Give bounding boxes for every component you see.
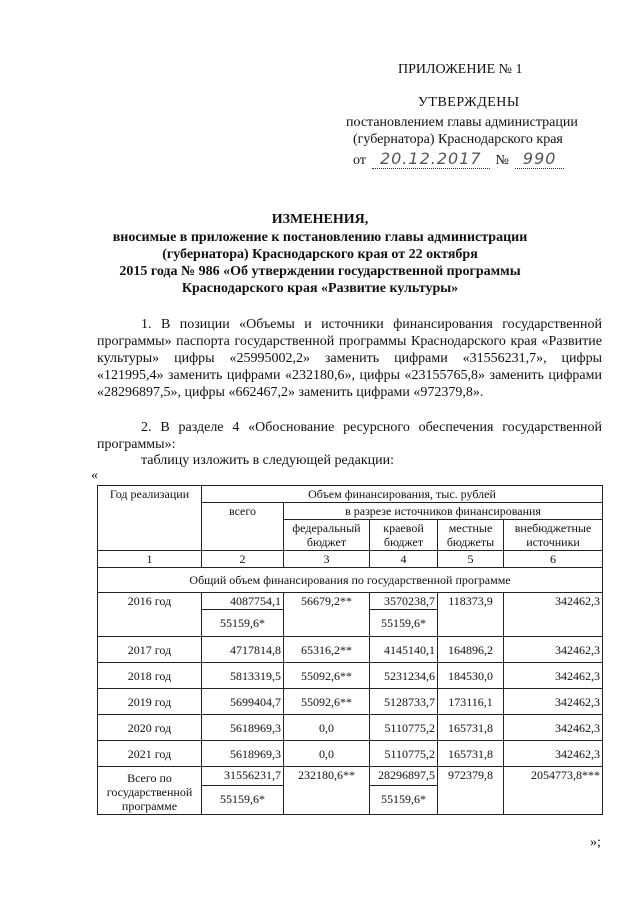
header-federal: федеральный бюджет bbox=[284, 520, 370, 551]
cell-extra: 342462,3 bbox=[504, 593, 603, 637]
header-sources: в разрезе источников финансирования bbox=[284, 503, 603, 520]
title-line-3: (губернатора) Краснодарского края от 22 октября bbox=[162, 247, 478, 262]
row-year: 2021 год bbox=[98, 741, 202, 767]
approved-label: УТВЕРЖДЕНЫ bbox=[418, 95, 520, 110]
col-number: 2 bbox=[202, 551, 284, 568]
cell-federal: 65316,2** bbox=[284, 637, 370, 663]
quote-close: »; bbox=[590, 835, 601, 850]
cell-total-extra: 55159,6* bbox=[202, 785, 284, 814]
section-heading: Общий объем финансирования по государственной программе bbox=[98, 568, 603, 593]
cell-total: 31556231,7 bbox=[202, 767, 284, 786]
table-row bbox=[98, 663, 603, 689]
header-regional: краевой бюджет bbox=[370, 520, 438, 551]
cell-federal: 0,0 bbox=[284, 741, 370, 767]
cell-regional-extra: 55159,6* bbox=[370, 785, 438, 814]
cell-local: 165731,8 bbox=[438, 741, 504, 767]
cell-extra: 342462,3 bbox=[504, 715, 603, 741]
cell-federal: 55092,6** bbox=[284, 689, 370, 715]
title-line-2: вносимые в приложение к постановлению главы администрации bbox=[112, 230, 528, 245]
cell-federal: 56679,2** bbox=[284, 593, 370, 637]
cell-local: 184530,0 bbox=[438, 663, 504, 689]
row-year: 2020 год bbox=[98, 715, 202, 741]
row-year: 2016 год bbox=[98, 593, 202, 637]
cell-regional-extra: 55159,6* bbox=[370, 610, 438, 637]
cell-federal: 232180,6** bbox=[284, 767, 370, 815]
cell-regional: 5231234,6 bbox=[370, 663, 438, 689]
col-number: 5 bbox=[438, 551, 504, 568]
cell-regional: 3570238,7 bbox=[370, 593, 438, 610]
decree-line-1: постановлением главы администрации bbox=[346, 115, 578, 130]
header-extra: внебюджетные источники bbox=[504, 520, 603, 551]
col-number: 1 bbox=[98, 551, 202, 568]
cell-regional: 5110775,2 bbox=[370, 715, 438, 741]
cell-extra: 342462,3 bbox=[504, 689, 603, 715]
title-line-4: 2015 года № 986 «Об утверждении государственной программы bbox=[119, 264, 521, 279]
row-total-label: Всего по государственной программе bbox=[98, 767, 202, 815]
cell-total: 5618969,3 bbox=[202, 715, 284, 741]
table-row bbox=[98, 637, 603, 663]
number-prefix: № bbox=[495, 153, 509, 168]
header-year: Год реализации bbox=[98, 486, 202, 551]
handwritten-date: 20.12.2017 bbox=[372, 149, 490, 169]
table-row-total bbox=[98, 767, 603, 786]
cell-regional: 5128733,7 bbox=[370, 689, 438, 715]
col-number: 6 bbox=[504, 551, 603, 568]
cell-local: 165731,8 bbox=[438, 715, 504, 741]
cell-local: 118373,9 bbox=[438, 593, 504, 637]
paragraph-2: 2. В разделе 4 «Обоснование ресурсного обеспечения государственной программы»: bbox=[97, 420, 602, 452]
cell-total: 5618969,3 bbox=[202, 741, 284, 767]
cell-total: 5813319,5 bbox=[202, 663, 284, 689]
row-year: 2017 год bbox=[98, 637, 202, 663]
handwritten-number: 990 bbox=[515, 149, 565, 169]
cell-total: 5699404,7 bbox=[202, 689, 284, 715]
row-year: 2019 год bbox=[98, 689, 202, 715]
cell-total: 4717814,8 bbox=[202, 637, 284, 663]
cell-federal: 55092,6** bbox=[284, 663, 370, 689]
cell-extra: 2054773,8*** bbox=[504, 767, 603, 815]
paragraph-3: таблицу изложить в следующей редакции: bbox=[141, 453, 395, 468]
row-year: 2018 год bbox=[98, 663, 202, 689]
table-row bbox=[98, 741, 603, 767]
header-local: местные бюджеты bbox=[438, 520, 504, 551]
cell-regional: 4145140,1 bbox=[370, 637, 438, 663]
cell-federal: 0,0 bbox=[284, 715, 370, 741]
cell-extra: 342462,3 bbox=[504, 741, 603, 767]
appendix-label: ПРИЛОЖЕНИЕ № 1 bbox=[398, 62, 523, 77]
col-number: 4 bbox=[370, 551, 438, 568]
financing-table bbox=[97, 485, 603, 815]
header-volume: Объем финансирования, тыс. рублей bbox=[202, 486, 603, 503]
date-prefix: от bbox=[353, 153, 366, 168]
paragraph-1: 1. В позиции «Объемы и источники финансирования государственной программы» паспорта государственной программы Краснодарского края «Развитие культуры» цифры «25995002,2» заменить цифрами «31556231,7», цифры «121995,4» заменить цифрами «232180,6», цифры «23155765,8» заменить цифрами «28296897,5», цифры «662467,2» заменить цифрами «972379,8». bbox=[97, 317, 602, 400]
header-total: всего bbox=[202, 503, 284, 551]
cell-extra: 342462,3 bbox=[504, 637, 603, 663]
title-line-5: Краснодарского края «Развитие культуры» bbox=[181, 281, 459, 296]
date-line bbox=[353, 149, 564, 169]
quote-open: « bbox=[91, 468, 98, 483]
table-row bbox=[98, 689, 603, 715]
cell-total-extra: 55159,6* bbox=[202, 610, 284, 637]
cell-total: 4087754,1 bbox=[202, 593, 284, 610]
cell-local: 972379,8 bbox=[438, 767, 504, 815]
table-row bbox=[98, 593, 603, 610]
decree-line-2: (губернатора) Краснодарского края bbox=[353, 132, 563, 147]
cell-regional: 28296897,5 bbox=[370, 767, 438, 786]
table-row bbox=[98, 715, 603, 741]
cell-regional: 5110775,2 bbox=[370, 741, 438, 767]
col-number: 3 bbox=[284, 551, 370, 568]
cell-extra: 342462,3 bbox=[504, 663, 603, 689]
title-line-1: ИЗМЕНЕНИЯ, bbox=[271, 212, 369, 227]
cell-local: 173116,1 bbox=[438, 689, 504, 715]
cell-local: 164896,2 bbox=[438, 637, 504, 663]
